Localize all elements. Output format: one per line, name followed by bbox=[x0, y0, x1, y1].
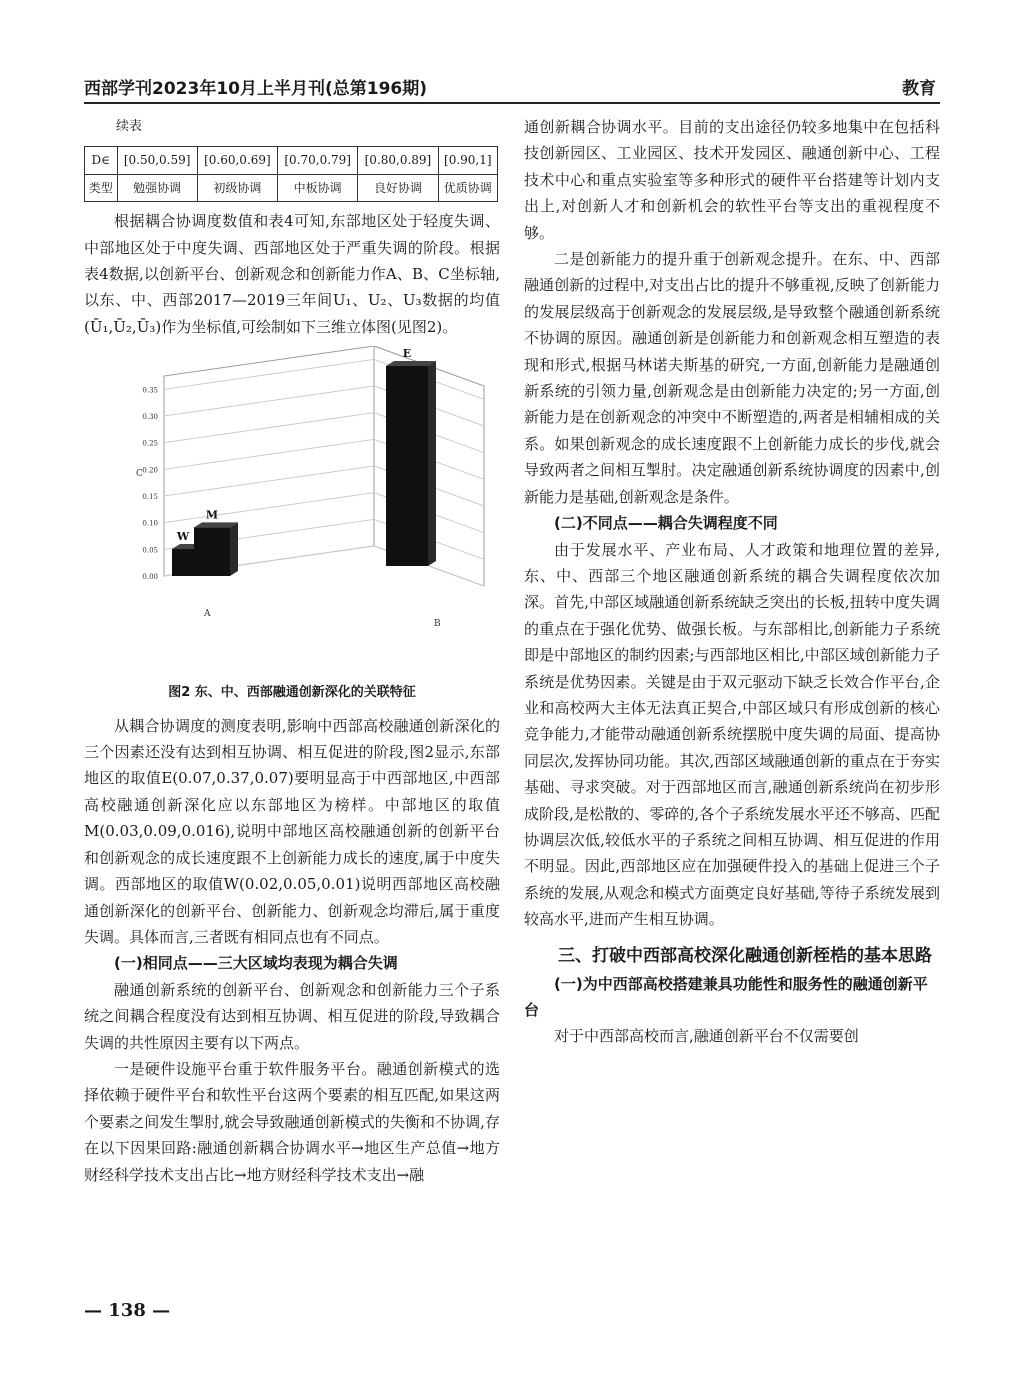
bar bbox=[386, 366, 428, 566]
bar bbox=[194, 528, 230, 577]
section-label: 教育 bbox=[902, 79, 936, 99]
paragraph: 根据耦合协调度数值和表4可知,东部地区处于轻度失调、中部地区处于中度失调、西部地区处于严重失调的阶段。根据表4数据,以创新平台、创新观念和创新能力作A、B、C坐标轴,以东、中、西部2017—2019三年间U₁、U₂、U₃数据的均值(Ū₁,Ū₂,Ū₃)作为坐标值,可绘制如下三维立体图(见图2)。 bbox=[84, 212, 500, 336]
bar bbox=[172, 549, 194, 576]
table-row bbox=[85, 147, 498, 174]
table-cell: [0.70,0.79] bbox=[278, 147, 358, 174]
journal-title: 西部学刊2023年10月上半月刊(总第196期) bbox=[84, 79, 427, 99]
table-cell: 中板协调 bbox=[278, 174, 358, 201]
table-cell: [0.60,0.69] bbox=[197, 147, 277, 174]
x-axis-label: A bbox=[204, 609, 211, 620]
paragraph: 由于发展水平、产业布局、人才政策和地理位置的差异,东、中、西部三个地区融通创新系统的耦合失调程度依次加深。首先,中部区域融通创新系统缺乏突出的长板,扭转中度失调的重点在于强化优势、做强长板。与东部相比,创新能力子系统即是中部地区的制约因素;与西部地区相比,中部区域创新能力子系统是优势因素。关键是由于双元驱动下缺乏长效合作平台,企业和高校两大主体无法真正契合,中部区域只有形成创新的核心竞争能力,才能带动融通创新系统摆脱中度失调的局面、提高协同层次,发挥协同功能。其次,西部区域融通创新的重点在于夯实基础、寻求突破。对于西部地区而言,融通创新系统尚在初步形成阶段,是松散的、零碎的,各个子系统发展水平还不够高、匹配协调层次低,较低水平的子系统之间相互协调、相互促进的作用不明显。因此,西部地区应在加强硬件投入的基础上促进三个子系统的发展,从观念和模式方面奠定良好基础,等待子系统发展到较高水平,进而产生相互协调。 bbox=[524, 540, 940, 929]
z-tick-label: 0.35 bbox=[142, 386, 158, 395]
z-tick-label: 0.20 bbox=[142, 466, 158, 475]
z-tick-label: 0.25 bbox=[142, 439, 158, 448]
paragraph: 从耦合协调度的测度表明,影响中西部高校融通创新深化的三个因素还没有达到相互协调、相互促进的阶段,图2显示,东部地区的取值E(0.07,0.37,0.07)要明显高于中西部地区,中西部高校融通创新深化应以东部地区为榜样。中部地区的取值M(0.03,0.09,0.016),说明中部地区高校融通创新的创新平台和创新观念的成长速度跟不上创新能力成长的速度,属于中度失调。西部地区的取值W(0.02,0.05,0.01)说明西部地区高校融通创新深化的创新平台、创新能力、创新观念均滞后,属于重度失调。具体而言,三者既有相同点也有不同点。 bbox=[84, 716, 500, 946]
grid-line bbox=[164, 360, 374, 390]
table-cell: 勉强协调 bbox=[117, 174, 197, 201]
table-cell: 优质协调 bbox=[438, 174, 497, 201]
paragraph: 一是硬件设施平台重于软件服务平台。融通创新模式的选择依赖于硬件平台和软性平台这两个要素的相互匹配,如果这两个要素之间发生掣肘,就会导致融通创新模式的失衡和不协调,存在以下因果回路:融通创新耦合协调水平→地区生产总值→地方财经科学技术支出占比→地方财经科学技术支出→融 bbox=[84, 1059, 500, 1184]
chart-svg bbox=[84, 346, 500, 676]
section-heading: (二)不同点——耦合失调程度不同 bbox=[554, 514, 778, 533]
z-tick-label: 0.30 bbox=[142, 413, 158, 422]
bar-label: M bbox=[205, 508, 219, 522]
figure-3d-bar-chart bbox=[84, 346, 500, 676]
table-cell: 良好协调 bbox=[358, 174, 438, 201]
bar-label: E bbox=[402, 347, 412, 361]
z-tick-label: 0.05 bbox=[142, 546, 158, 555]
grid-line bbox=[164, 493, 374, 523]
bar-side bbox=[230, 523, 238, 577]
z-axis-label: C bbox=[136, 469, 143, 480]
paragraph: 二是创新能力的提升重于创新观念提升。在东、中、西部融通创新的过程中,对支出占比的提升不够重视,反映了创新能力的发展层级高于创新观念的发展层级,是导致整个融通创新系统不协调的原因。融通创新是创新能力和创新观念相互塑造的表现和形式,根据马林诺夫斯基的研究,一方面,创新能力是融通创新系统的引领力量,创新观念是由创新能力决定的;另一方面,创新能力是在创新观念的冲突中不断塑造的,两者是相辅相成的关系。如果创新观念的成长速度跟不上创新能力成长的步伐,就会导致两者之间相互掣肘。决定融通创新系统协调度的因素中,创新能力是基础,创新观念是条件。 bbox=[524, 250, 940, 506]
page-header bbox=[84, 70, 940, 104]
figure-caption: 图2 东、中、西部融通创新深化的关联特征 bbox=[168, 685, 416, 701]
coordination-table bbox=[84, 146, 498, 202]
paragraph: 融通创新系统的创新平台、创新观念和创新能力三个子系统之间耦合程度没有达到相互协调、相互促进的阶段,导致耦合失调的共性原因主要有以下两点。 bbox=[84, 980, 500, 1052]
bar-top bbox=[386, 361, 436, 366]
paragraph: 通创新耦合协调水平。目前的支出途径仍较多地集中在包括科技创新园区、工业园区、技术开发园区、融通创新中心、工程技术中心和重点实验室等多种形式的硬件平台搭建等计划内支出上,对创新人才和创新机会的软性平台等支出的重视程度不够。 bbox=[524, 118, 940, 242]
y-axis-label: B bbox=[434, 619, 441, 630]
chapter-heading: 三、打破中西部高校深化融通创新桎梏的基本思路 bbox=[558, 945, 932, 966]
grid-line bbox=[164, 466, 374, 496]
page-number: — 138 — bbox=[84, 1300, 171, 1321]
paragraph: 对于中西部高校而言,融通创新平台不仅需要创 bbox=[554, 1027, 859, 1046]
table-caption: 续表 bbox=[116, 119, 143, 134]
z-tick-label: 0.10 bbox=[142, 519, 158, 528]
grid-line bbox=[164, 440, 374, 470]
section-heading: (一)相同点——三大区域均表现为耦合失调 bbox=[114, 954, 398, 973]
bar-label: W bbox=[176, 530, 190, 544]
table-cell: [0.90,1] bbox=[438, 147, 497, 174]
bar-side bbox=[428, 361, 436, 566]
grid-line bbox=[164, 386, 374, 416]
grid-line bbox=[164, 413, 374, 443]
z-tick-label: 0.00 bbox=[142, 573, 158, 582]
table-cell: [0.50,0.59] bbox=[117, 147, 197, 174]
table-row bbox=[85, 174, 498, 201]
table-cell: D∈ bbox=[85, 147, 118, 174]
section-heading: (一)为中西部高校搭建兼具功能性和服务性的融通创新平台 bbox=[524, 974, 928, 1019]
right-column bbox=[524, 114, 940, 1050]
z-tick-label: 0.15 bbox=[142, 493, 158, 502]
table-cell: [0.80,0.89] bbox=[358, 147, 438, 174]
left-column bbox=[84, 114, 500, 1188]
table-cell: 类型 bbox=[85, 174, 118, 201]
table-cell: 初级协调 bbox=[197, 174, 277, 201]
